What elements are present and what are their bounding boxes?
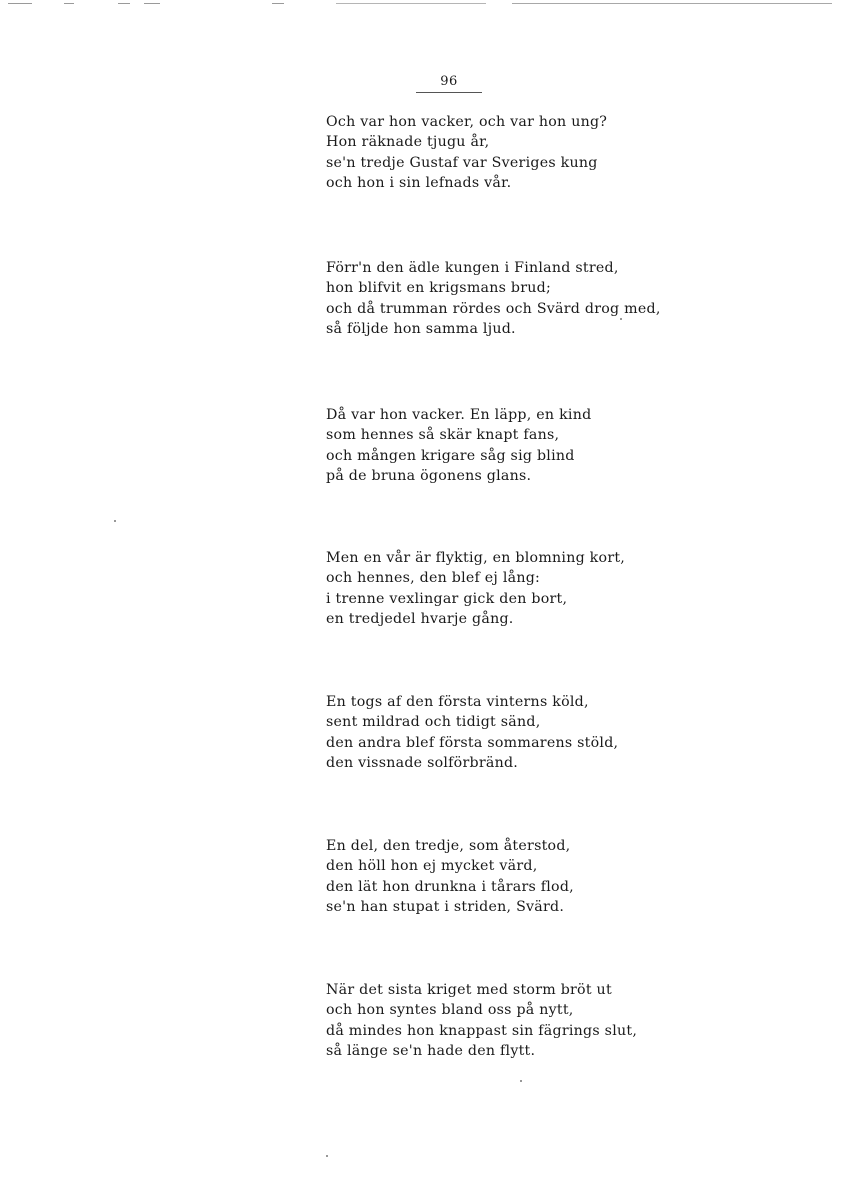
verse-line: i trenne vexlingar gick den bort, (326, 590, 568, 607)
stanza-3 (326, 405, 591, 486)
verse-line: sent mildrad och tidigt sänd, (326, 714, 541, 731)
verse-line: så länge se'n hade den flytt. (326, 1042, 536, 1059)
scan-speck (114, 520, 116, 522)
verse-line: Hon räknade tjugu år, (326, 134, 490, 151)
page-number: 96 (440, 74, 458, 89)
stanza-6 (326, 836, 574, 917)
verse-line: och då trumman rördes och Svärd drog med, (326, 300, 661, 317)
verse-line: se'n han stupat i striden, Svärd. (326, 898, 565, 915)
stanza-5 (326, 692, 618, 773)
verse-line: En togs af den första vinterns köld, (326, 694, 589, 710)
verse-line: den höll hon ej mycket värd, (326, 858, 538, 875)
scan-speck (520, 1080, 522, 1082)
verse-line: då mindes hon knappast sin fägrings slut, (326, 1022, 638, 1039)
stanza-4 (326, 548, 625, 629)
verse-line: och hennes, den blef ej lång: (326, 570, 541, 587)
verse-line: Men en vår är flyktig, en blomning kort, (326, 550, 626, 566)
verse-line: och hon syntes bland oss på nytt, (326, 1002, 574, 1019)
verse-line: hon blifvit en krigsmans brud; (326, 280, 552, 297)
stanza-2 (326, 258, 661, 339)
verse-line: När det sista kriget med storm bröt ut (326, 982, 612, 998)
verse-line: Och var hon vacker, och var hon ung? (326, 114, 608, 130)
verse-line: den vissnade solförbränd. (326, 754, 519, 771)
verse-line: och hon i sin lefnads vår. (326, 174, 512, 191)
scan-speck (620, 318, 622, 320)
verse-line: Då var hon vacker. En läpp, en kind (326, 407, 592, 423)
verse-line: den lät hon drunkna i tårars flod, (326, 878, 574, 895)
scan-speck (326, 1155, 328, 1157)
page-number-rule (416, 92, 482, 93)
verse-line: Förr'n den ädle kungen i Finland stred, (326, 260, 619, 276)
verse-line: på de bruna ögonens glans. (326, 467, 532, 484)
verse-line: och mången krigare såg sig blind (326, 447, 575, 464)
verse-line: den andra blef första sommarens stöld, (326, 734, 619, 751)
scan-top-edge (0, 0, 848, 8)
verse-line: se'n tredje Gustaf var Sveriges kung (326, 154, 598, 171)
verse-line: så följde hon samma ljud. (326, 320, 516, 337)
stanza-1 (326, 112, 607, 193)
stanza-7 (326, 980, 637, 1061)
verse-line: en tredjedel hvarje gång. (326, 610, 514, 627)
verse-line: som hennes så skär knapt fans, (326, 427, 560, 444)
verse-line: En del, den tredje, som återstod, (326, 838, 571, 854)
